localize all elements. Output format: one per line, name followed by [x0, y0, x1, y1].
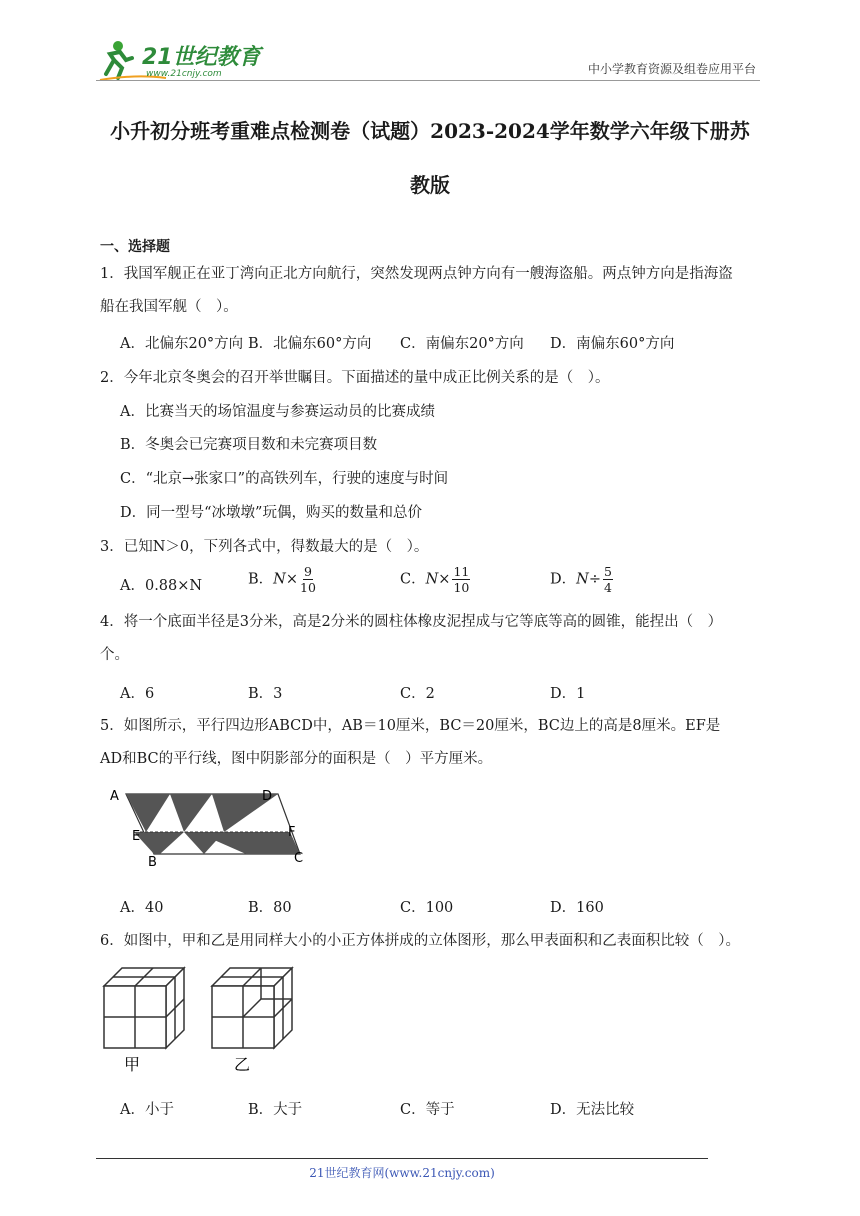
title-line-2: 教版: [410, 173, 450, 197]
question-1-option-b[interactable]: B．北偏东60°方向: [248, 336, 372, 352]
figure-label-yi: 乙: [234, 1055, 251, 1074]
question-3-option-b[interactable]: B．N× $\frac{9}{10}$: [248, 564, 316, 595]
fraction: $\frac{11}{10}$: [453, 564, 470, 595]
question-2-option-c[interactable]: C．“北京→张家口”的高铁列车，行驶的速度与时间: [120, 471, 449, 487]
question-5-stem-line1: 5．如图所示，平行四边形ABCD中，AB＝10厘米，BC＝20厘米，BC边上的高是8厘米。EF是: [100, 718, 721, 734]
question-6-option-b[interactable]: B．大于: [248, 1102, 303, 1118]
question-1-option-d[interactable]: D．南偏东60°方向: [550, 336, 675, 352]
question-4-stem-line1: 4．将一个底面半径是3分米，高是2分米的圆柱体橡皮泥捏成与它等底等高的圆锥，能捏出（ ）: [100, 614, 723, 630]
footer-link[interactable]: 21世纪教育网(www.21cnjy.com): [309, 1166, 495, 1180]
question-6-option-d[interactable]: D．无法比较: [550, 1102, 635, 1118]
point-label-d: D: [262, 789, 273, 804]
question-3-stem: 3．已知N＞0，下列各式中，得数最大的是（ ）。: [100, 539, 429, 555]
question-3-option-d[interactable]: D．N÷ $\frac{5}{4}$: [550, 564, 612, 595]
question-2-option-d[interactable]: D．同一型号“冰墩墩”玩偶，购买的数量和总价: [120, 505, 422, 521]
question-4-option-b[interactable]: B．3: [248, 686, 283, 702]
question-6-option-c[interactable]: C．等于: [400, 1102, 455, 1118]
svg-text:21世纪教育: 21世纪教育: [142, 45, 261, 70]
question-5-option-c[interactable]: C．100: [400, 900, 454, 916]
title-line-1: 小升初分班考重难点检测卷（试题）2023-2024学年数学六年级下册苏: [110, 119, 750, 143]
question-4-option-c[interactable]: C．2: [400, 686, 435, 702]
figure-label-jia: 甲: [124, 1055, 141, 1074]
section-heading: 一、选择题: [100, 239, 170, 255]
question-5-option-d[interactable]: D．160: [550, 900, 604, 916]
fraction: $\frac{5}{4}$: [603, 564, 612, 595]
header-divider: [96, 80, 760, 81]
question-6-stem: 6．如图中，甲和乙是用同样大小的小正方体拼成的立体图形，那么甲表面积和乙表面积比较（ ）。: [100, 933, 740, 949]
question-2-stem: 2．今年北京冬奥会的召开举世瞩目。下面描述的量中成正比例关系的是（ ）。: [100, 370, 610, 386]
footer-divider: [96, 1158, 708, 1159]
question-3-option-c[interactable]: C．N× $\frac{11}{10}$: [400, 564, 470, 595]
figure-yi: [212, 968, 292, 1048]
header-platform-text: 中小学教育资源及组卷应用平台: [587, 62, 756, 76]
page-title: [100, 104, 760, 212]
question-2-option-a[interactable]: A．比赛当天的场馆温度与参赛运动员的比赛成绩: [120, 404, 435, 420]
fraction: $\frac{9}{10}$: [300, 564, 316, 595]
point-label-f: F: [288, 825, 296, 840]
question-5: [100, 710, 764, 776]
question-5-stem-line2: AD和BC的平行线，图中阴影部分的面积是（ ）平方厘米。: [100, 751, 493, 767]
question-4: [100, 606, 764, 672]
svg-text:www.21cnjy.com: www.21cnjy.com: [146, 69, 222, 79]
point-label-e: E: [132, 829, 141, 844]
point-label-c: C: [294, 851, 304, 866]
question-5-option-a[interactable]: A．40: [120, 900, 164, 916]
question-1: [100, 258, 764, 324]
question-3-option-a[interactable]: A．0.88×N: [120, 578, 203, 594]
question-4-option-d[interactable]: D．1: [550, 686, 586, 702]
question-1-stem-line2: 船在我国军舰（ ）。: [100, 299, 238, 315]
question-4-stem-line2: 个。: [100, 647, 129, 663]
figure-jia: [104, 968, 184, 1048]
question-5-option-b[interactable]: B．80: [248, 900, 292, 916]
question-1-stem-line1: 1．我国军舰正在亚丁湾向正北方向航行，突然发现两点钟方向有一艘海盗船。两点钟方向是指海盗: [100, 266, 733, 282]
site-logo: [96, 36, 266, 84]
question-1-option-c[interactable]: C．南偏东20°方向: [400, 336, 524, 352]
question-6-option-a[interactable]: A．小于: [120, 1102, 174, 1118]
question-4-option-a[interactable]: A．6: [120, 686, 155, 702]
point-label-b: B: [148, 855, 157, 868]
question-1-option-a[interactable]: A．北偏东20°方向: [120, 336, 244, 352]
parallelogram-figure: [104, 784, 314, 872]
point-label-a: A: [110, 789, 119, 804]
cube-figures: [100, 964, 300, 1082]
question-2-option-b[interactable]: B．冬奥会已完赛项目数和未完赛项目数: [120, 437, 378, 453]
